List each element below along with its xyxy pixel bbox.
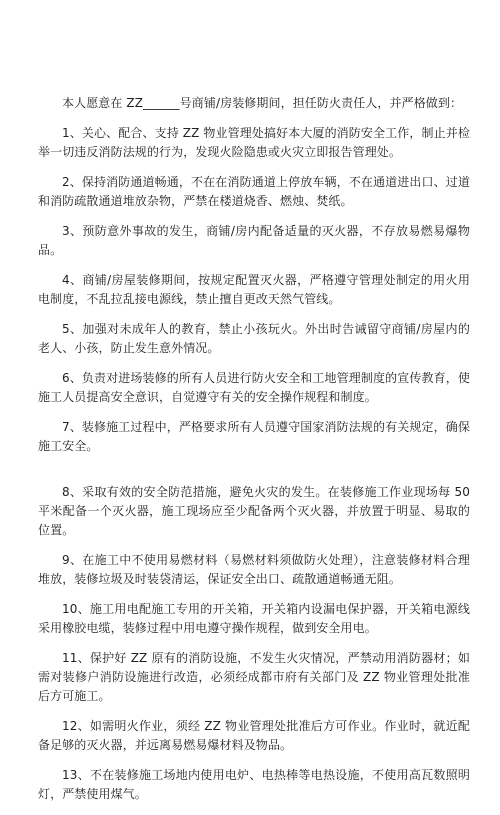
document-body (38, 94, 470, 815)
intro-paragraph: 本人愿意在 ZZ______号商铺/房装修期间，担任防火责任人，并严格做到： (62, 96, 463, 110)
clause-6: 6、负责对进场装修的所有人员进行防火安全和工地管理制度的宣传教育，使施工人员提高安全意识，自觉遵守有关的安全操作规程和制度。 (38, 371, 470, 404)
clause-13: 13、不在装修施工场地内使用电炉、电热棒等电热设施，不使用高瓦数照明灯，严禁使用煤气。 (38, 768, 470, 801)
clause-2: 2、保持消防通道畅通，不在在消防通道上停放车辆，不在通道进出口、过道和消防疏散通道堆放杂物，严禁在楼道烧香、燃烛、焚纸。 (38, 175, 470, 208)
clause-11: 11、保护好 ZZ 原有的消防设施，不发生火灾情况，严禁动用消防器材；如需对装修户消防设施进行改造，必须经成都市府有关部门及 ZZ 物业管理处批准后方可施工。 (38, 651, 470, 703)
clause-10: 10、施工用电配施工专用的开关箱，开关箱内设漏电保护器，开关箱电源线采用橡胶电缆，装修过程中用电遵守操作规程，做到安全用电。 (38, 602, 470, 635)
clause-9: 9、在施工中不使用易燃材料（易燃材料须做防火处理），注意装修材料合理堆放，装修垃圾及时装袋清运，保证安全出口、疏散通道畅通无阻。 (38, 553, 470, 586)
clause-12: 12、如需明火作业，须经 ZZ 物业管理处批准后方可作业。作业时，就近配备足够的灭火器，并远离易燃易爆材料及物品。 (38, 719, 470, 752)
clause-4: 4、商铺/房屋装修期间，按规定配置灭火器，严格遵守管理处制定的用火用电制度，不乱拉乱接电源线，禁止擅自更改天然气管线。 (38, 273, 470, 306)
clause-7: 7、装修施工过程中，严格要求所有人员遵守国家消防法规的有关规定，确保施工安全。 (38, 420, 470, 453)
clause-3: 3、预防意外事故的发生，商铺/房内配备适量的灭火器，不存放易燃易爆物品。 (38, 224, 470, 257)
clause-1: 1、关心、配合、支持 ZZ 物业管理处搞好本大厦的消防安全工作，制止并检举一切违反消防法规的行为，发现火险隐患或火灾立即报告管理处。 (38, 126, 470, 159)
clause-8: 8、采取有效的安全防范措施，避免火灾的发生。在装修施工作业现场每 50 平米配备一个灭火器，施工现场应至少配备两个灭火器，并放置于明显、易取的位置。 (38, 485, 470, 537)
clause-5: 5、加强对未成年人的教育，禁止小孩玩火。外出时告诫留守商铺/房屋内的老人、小孩，防止发生意外情况。 (38, 322, 470, 355)
